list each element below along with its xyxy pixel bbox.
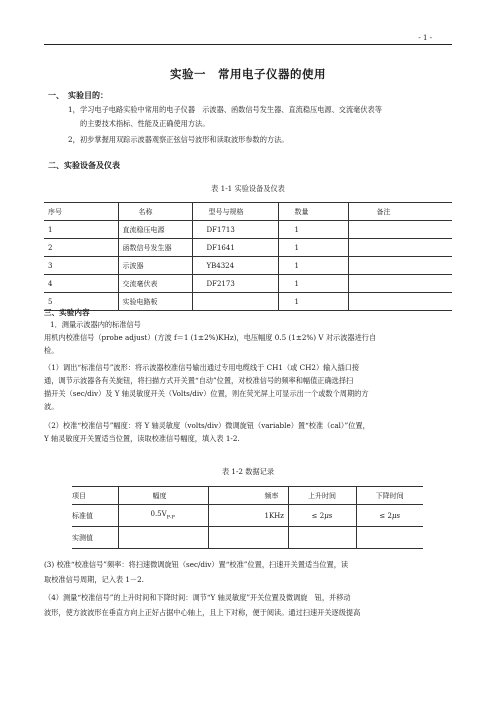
sub-heading-standard-signal: 1．测量示波器内的标准信号 [50,320,141,329]
table-row [72,527,423,549]
paragraph-2-line3: 描开关（sec/div）及 Y 轴灵敏度开关（Volts/div）位置，则在荧光屏上可显示出一个或数个周期的方 [44,389,369,398]
paragraph-4-line2: 取校准信号周期，记入表 1－2. [44,575,144,584]
paragraph-3-line2: Y 轴灵敏度开关置适当位置，读取校准信号幅度，填入表 1-2. [44,434,240,443]
paragraph-5-line2: 波形，使方波波形在垂直方向上正好占据中心轴上，且上下对称，便于阅读。通过扫速开关逐级提高 [44,608,361,617]
table-header-row [44,203,452,221]
table-header-cell: 项目 [72,487,118,505]
table-cell [192,293,278,311]
table-cell [288,527,356,549]
table-cell: 直流稳压电源 [118,221,192,239]
fall-time-unit: μs [391,511,401,520]
table-cell [348,257,452,275]
table-header-cell: 备注 [348,203,452,221]
table-header-cell: 名称 [118,203,192,221]
section-heading-content: 三、实验内容 [44,308,90,317]
amplitude-cell [118,505,208,527]
table-cell: 3 [44,257,118,275]
fall-time-cell [356,505,423,527]
table-row-label: 标准值 [72,505,118,527]
table-cell: 1 [278,257,348,275]
document-title: 实验一 常用电子仪器的使用 [170,67,326,81]
table-cell: 1 [278,221,348,239]
paragraph-2-line2: 通，调节示波器各有关旋钮，将扫描方式开关置“自动”位置，对校准信号的频率和幅值正确选择扫 [44,376,354,385]
table2-caption: 表 1-2 数据记录 [221,467,275,476]
table-header-cell: 幅度 [118,487,208,505]
table-header-cell: 序号 [44,203,118,221]
table-cell: 示波器 [118,257,192,275]
table-cell: YB4324 [192,257,278,275]
table-cell: 5 [44,293,118,311]
table-cell: 1 [278,239,348,257]
table-cell: 1 [44,221,118,239]
objective-2-number: 2， [68,135,80,144]
paragraph-4-line1: (3) 校准“校准信号”频率：将扫速微调旋钮（sec/div）置“校准”位置，扫速开关置适当位置，读 [44,560,349,569]
table-cell [356,527,423,549]
paragraph-1-line1: 用机内校准信号（probe adjust）(方波 f＝1 (1±2%)KHz)，电压幅度 0.5 (1±2%) V 对示波器进行自 [44,333,377,342]
table-cell [348,293,452,311]
amplitude-subscript: P-P [166,514,175,521]
table-cell [208,527,288,549]
table-cell: DF1713 [192,221,278,239]
fall-time-value: ≤ 2 [379,511,392,520]
objective-2-line1: 初步掌握用双踪示波器观察正弦信号波形和读取波形参数的方法。 [80,135,289,144]
objective-1-line1: 学习电子电路实验中常用的电子仪器 示波器、函数信号发生器、直流稳压电源、交流毫伏表等 [80,105,382,114]
table-row [44,239,452,257]
rise-time-value: ≤ 2 [311,511,325,520]
table-row [72,505,423,527]
table-row [44,257,452,275]
table-row-label: 实测值 [72,527,118,549]
table-row [44,221,452,239]
table-cell: 4 [44,275,118,293]
table1-caption: 表 1-1 实验设备及仪表 [211,184,285,193]
table-header-cell: 数量 [278,203,348,221]
table-cell: 1 [278,275,348,293]
table-header-cell: 频率 [208,487,288,505]
equipment-table [44,202,452,311]
paragraph-1-line2: 检。 [44,346,59,355]
paragraph-2-line1: （1）调出“标准信号”波形：将示波器校准信号输出通过专用电缆线于 CH1（或 CH2）输入插口接 [44,363,360,372]
objective-1-number: 1， [68,105,80,114]
table-cell: DF2173 [192,275,278,293]
section-heading-objectives: 一、 实验目的： [48,90,108,100]
data-record-table [72,486,423,549]
table-cell: DF1641 [192,239,278,257]
table-cell [118,527,208,549]
table-cell: 实验电路板 [118,293,192,311]
paragraph-2-line4: 波。 [44,402,59,411]
table-header-cell: 下降时间 [356,487,423,505]
frequency-cell: 1KHz [208,505,288,527]
table-row [44,275,452,293]
rise-time-cell [288,505,356,527]
table-cell [348,275,452,293]
table-header-cell: 型号与规格 [192,203,278,221]
table-cell: 1 [278,293,348,311]
table-cell [348,221,452,239]
section-heading-equipment: 二、实验设备及仪表 [48,160,120,170]
table-header-cell: 上升时间 [288,487,356,505]
objective-1-line2: 的主要技术指标、性能及正确使用方法。 [80,119,210,128]
table-cell: 函数信号发生器 [118,239,192,257]
table-cell: 交流毫伏表 [118,275,192,293]
paragraph-5-line1: （4）测量“校准信号”的上升时间和下降时间：调节“Y 轴灵敏度”开关位置及微调旋 钮，并移动 [44,593,351,602]
rise-time-unit: μs [324,511,333,520]
amplitude-value: 0.5V [150,510,167,519]
table-cell [348,239,452,257]
paragraph-3-line1: （2）校准“校准信号”幅度：将 Y 轴灵敏度（volts/div）微调旋钮（variable）置“校准（cal）”位置， [44,421,370,430]
page-number: - 1 - [418,34,432,42]
table-cell: 2 [44,239,118,257]
header-rule [44,44,452,45]
table-row [44,293,452,311]
table-header-row [72,487,423,505]
